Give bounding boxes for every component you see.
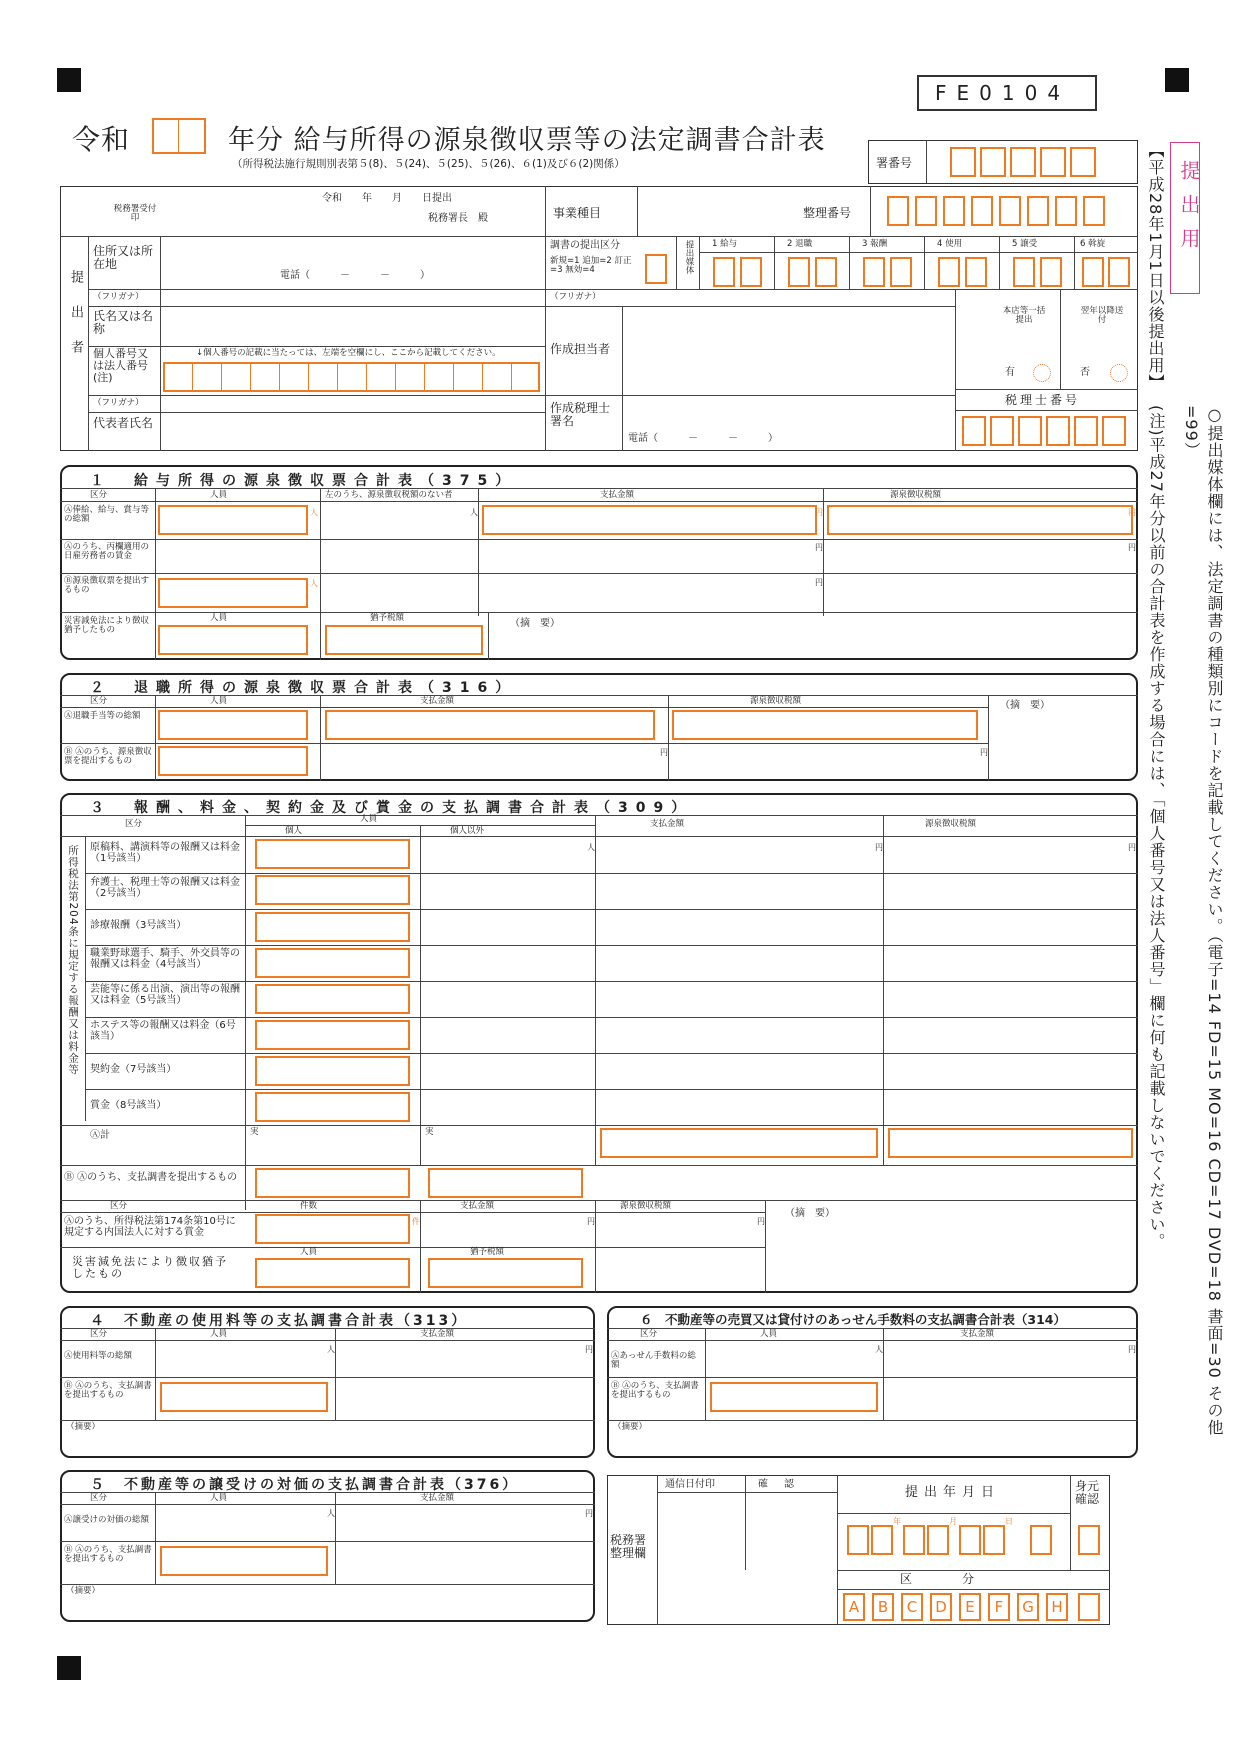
s3-side-label: 所得税法第204条に規定する報酬又は料金等	[67, 845, 79, 1076]
section-1-title: １ 給与所得の源泉徴収票合計表（375）	[90, 473, 518, 489]
s3-persons-2[interactable]	[255, 875, 410, 905]
media-code[interactable]	[815, 257, 837, 287]
s3-persons-1[interactable]	[255, 839, 410, 869]
s3-amount-total[interactable]	[600, 1128, 878, 1158]
s4-col-persons: 人員	[210, 1329, 228, 1339]
media-code[interactable]	[938, 257, 960, 287]
form-subtitle: （所得税法施行規則別表第５(8)、５(24)、５(25)、５(26)、６(1)及び６(2)関係）	[232, 158, 625, 170]
s1-persons-submit[interactable]	[158, 578, 308, 608]
unit-yen: 円	[757, 1217, 765, 1226]
s3-col-class: 区分	[125, 819, 143, 829]
submit-class-codes: 新規=1 追加=2 訂正=3 無効=4	[550, 256, 632, 276]
submit-day-digit[interactable]	[959, 1525, 981, 1555]
s1-tax-total[interactable]	[827, 505, 1133, 535]
media-code[interactable]	[863, 257, 885, 287]
form-code: FE0104	[935, 81, 1071, 105]
s3-tax-total[interactable]	[888, 1128, 1133, 1158]
s4-memo: （摘要）	[66, 1422, 101, 1432]
s3-persons-7[interactable]	[255, 1056, 410, 1086]
s1-row-day-labor: Ⓐのうち、丙欄適用の日雇労務者の賃金	[64, 542, 150, 562]
unit-yen: 円	[875, 843, 883, 852]
s3-row-5: 芸能等に係る出演、演出等の報酬又は料金（5号該当）	[90, 984, 240, 1006]
s3-col-tax: 源泉徴収税額	[925, 819, 977, 829]
furigana-label-3: （フリガナ）	[550, 292, 601, 302]
office-use-label: 税務署整理欄	[610, 1533, 647, 1561]
unit-person: 人	[587, 843, 595, 852]
s3-row-submit: Ⓑ Ⓐのうち、支払調書を提出するもの	[64, 1172, 238, 1183]
unit-person: 人	[327, 1509, 335, 1518]
s5-col-persons: 人員	[210, 1493, 228, 1503]
ref-no-digit[interactable]	[915, 196, 937, 226]
unit-yen: 円	[1128, 508, 1136, 517]
s6-row-total: Ⓐあっせん手数料の総額	[611, 1351, 696, 1371]
s3-col-individual: 個人	[285, 826, 303, 836]
media-type-4: 4 使用	[937, 239, 963, 249]
s1-disaster-persons[interactable]	[158, 625, 308, 655]
s1-col-tax: 源泉徴収税額	[890, 490, 942, 500]
registration-mark-top-left	[57, 68, 81, 92]
side-note-top: 【平成28年1月1日以後提出用】	[1146, 142, 1165, 391]
class-D[interactable]: D	[930, 1593, 952, 1621]
section-4-title: ４ 不動産の使用料等の支払調書合計表（313）	[90, 1313, 469, 1329]
date-line: 令和 年 月 日提出	[322, 193, 452, 204]
station-number-digit[interactable]	[1010, 147, 1036, 177]
furigana-label: （フリガナ）	[93, 292, 144, 302]
s2-col-amount: 支払金額	[420, 696, 455, 706]
media-code[interactable]	[713, 257, 735, 287]
form-title: 年分 給与所得の源泉徴収票等の法定調書合計表	[228, 125, 826, 156]
month-unit: 月	[949, 1517, 957, 1526]
s3-col-persons: 人員	[360, 814, 378, 824]
s3-nonind-submit[interactable]	[428, 1168, 583, 1198]
name-label: 氏名又は名称	[93, 309, 154, 337]
s1-persons-total[interactable]	[158, 505, 308, 535]
s6-persons-submit[interactable]	[710, 1382, 878, 1412]
station-number-digit[interactable]	[1040, 147, 1066, 177]
s1-row-submit: Ⓑ源泉徴収票を提出するもの	[64, 576, 150, 596]
media-type-3: 3 報酬	[862, 239, 888, 249]
class-F[interactable]: F	[988, 1593, 1010, 1621]
s3-persons-4[interactable]	[255, 948, 410, 978]
s5-memo: （摘要）	[66, 1586, 101, 1596]
s3-col2-tax: 源泉徴収税額	[620, 1201, 672, 1211]
section-2-title: ２ 退職所得の源泉徴収票合計表（316）	[90, 680, 518, 696]
s4-persons-submit[interactable]	[160, 1382, 328, 1412]
s3-row-8: 賞金（8号該当）	[90, 1100, 167, 1111]
my-number-label: 個人番号又は法人番号(注)	[93, 347, 148, 385]
class-B[interactable]: B	[872, 1593, 894, 1621]
unit-person: 人	[470, 508, 478, 517]
unit-yen: 円	[815, 508, 823, 517]
s4-col-class: 区分	[90, 1329, 108, 1339]
media-label: 提出媒体	[684, 240, 694, 274]
submit-class-input[interactable]	[645, 254, 667, 284]
s3-row-2: 弁護士、税理士等の報酬又は料金（2号該当）	[90, 877, 240, 899]
submitter-label: 提出者	[68, 270, 83, 375]
s3-col2-class: 区分	[110, 1201, 128, 1211]
class-A[interactable]: A	[843, 1593, 865, 1621]
unit-yen: 円	[980, 748, 988, 757]
receipt-stamp-label: 税務署受付印	[113, 204, 157, 224]
media-code[interactable]	[1040, 257, 1062, 287]
media-type-1: 1 給与	[712, 239, 738, 249]
class-E[interactable]: E	[959, 1593, 981, 1621]
s1-memo: （摘 要）	[510, 618, 560, 629]
year-unit: 年	[893, 1517, 901, 1526]
s2-memo: （摘 要）	[1000, 700, 1050, 711]
station-number-digit[interactable]	[1070, 147, 1096, 177]
s2-col-class: 区分	[90, 696, 108, 706]
unit-yen: 円	[585, 1345, 593, 1354]
s3-row-6: ホステス等の報酬又は料金（6号該当）	[90, 1020, 236, 1042]
s3-row-total: Ⓐ計	[90, 1130, 110, 1141]
accountant-no-digit[interactable]	[990, 416, 1014, 446]
submit-month-digit[interactable]	[903, 1525, 925, 1555]
s5-persons-submit[interactable]	[160, 1546, 328, 1576]
section-6-title: ６ 不動産等の売買又は貸付けのあっせん手数料の支払調書合計表（314）	[640, 1312, 1066, 1327]
section-3-title: ３ 報酬、料金、契約金及び賞金の支払調書合計表（309）	[90, 800, 694, 816]
phone-label-2: 電話（ － － ）	[628, 433, 778, 444]
my-number-note: ↓個人番号の記載に当たっては、左端を空欄にし、ここから記載してください。	[196, 348, 501, 358]
s3-col-non-individual: 個人以外	[450, 826, 485, 836]
unit-yen: 円	[587, 1217, 595, 1226]
id-check-label: 身元確認	[1075, 1479, 1100, 1507]
rep-label: 代表者氏名	[93, 416, 154, 430]
registration-mark-bottom-left	[57, 1656, 81, 1680]
s6-col-class: 区分	[640, 1329, 658, 1339]
unit-person: 人	[310, 508, 318, 517]
day-unit: 日	[1005, 1517, 1013, 1526]
s2-col-persons: 人員	[210, 696, 228, 706]
s3-col2-count: 件数	[300, 1201, 318, 1211]
extra-code[interactable]	[1030, 1525, 1052, 1555]
media-code[interactable]	[1082, 257, 1104, 287]
submit-month-digit[interactable]	[927, 1525, 949, 1555]
s1-row-total: Ⓐ俸給、給与、賞与等の総額	[64, 505, 150, 525]
s1-sub-persons: 人員	[210, 613, 228, 623]
station-number-digit[interactable]	[980, 147, 1006, 177]
s1-col-no-tax: 左のうち、源泉徴収税額のない者	[325, 490, 453, 500]
id-check-box[interactable]	[1078, 1525, 1100, 1555]
s3-persons-3[interactable]	[255, 912, 410, 942]
submit-year-digit[interactable]	[871, 1525, 893, 1555]
unit-person: 人	[875, 1345, 883, 1354]
accountant-no-digit[interactable]	[1018, 416, 1042, 446]
head-office-yes-circle[interactable]	[1033, 364, 1051, 382]
class-extra[interactable]	[1078, 1593, 1100, 1621]
class-H[interactable]: H	[1046, 1593, 1068, 1621]
s5-row-total: Ⓐ譲受けの対価の総額	[64, 1515, 150, 1525]
s3-disaster-persons[interactable]	[255, 1258, 410, 1288]
s1-amount-total[interactable]	[482, 505, 817, 535]
media-code[interactable]	[740, 257, 762, 287]
submit-day-digit[interactable]	[983, 1525, 1005, 1555]
s2-amount-total[interactable]	[325, 710, 655, 740]
s3-persons-6[interactable]	[255, 1020, 410, 1050]
s3-real-1: 実	[250, 1127, 259, 1137]
unit-case: 件	[412, 1217, 420, 1226]
s6-col-persons: 人員	[760, 1329, 778, 1339]
ref-no-digit[interactable]	[1055, 196, 1077, 226]
submit-date-label: 提出年月日	[905, 1485, 1001, 1500]
s3-persons-submit[interactable]	[255, 1168, 410, 1198]
next-year-label: 翌年以降送付	[1080, 306, 1124, 326]
side-tag-label: 提出用	[1177, 160, 1201, 262]
media-code[interactable]	[788, 257, 810, 287]
media-code[interactable]	[965, 257, 987, 287]
s4-col-amount: 支払金額	[420, 1329, 455, 1339]
s3-persons-8[interactable]	[255, 1092, 410, 1122]
s3-row-4: 職業野球選手、騎手、外交員等の報酬又は料金（4号該当）	[90, 948, 240, 970]
s3-col-amount: 支払金額	[650, 819, 685, 829]
ref-no-label: 整理番号	[803, 206, 852, 220]
section-5-title: ５ 不動産等の譲受けの対価の支払調書合計表（376）	[90, 1477, 520, 1493]
ref-no-digit[interactable]	[999, 196, 1021, 226]
business-type-label: 事業種目	[553, 206, 602, 220]
s4-row-submit: Ⓑ Ⓐのうち、支払調書を提出するもの	[64, 1381, 152, 1401]
class-C[interactable]: C	[901, 1593, 923, 1621]
s3-row-disaster: 災害減免法により徴収猶予したもの	[72, 1255, 228, 1281]
class-G[interactable]: G	[1017, 1593, 1039, 1621]
ref-no-digit[interactable]	[887, 196, 909, 226]
check-label: 確認	[758, 1479, 810, 1490]
unit-yen: 円	[1128, 543, 1136, 552]
yes-label: 有	[1005, 367, 1015, 378]
media-code[interactable]	[1013, 257, 1035, 287]
title-era: 令和	[72, 123, 131, 156]
s2-persons-total[interactable]	[158, 710, 308, 740]
s6-row-submit: Ⓑ Ⓐのうち、支払調書を提出するもの	[611, 1381, 699, 1401]
unit-yen: 円	[1128, 1345, 1136, 1354]
s1-col-amount: 支払金額	[600, 490, 635, 500]
accountant-no-label: 税理士番号	[1005, 393, 1081, 407]
s1-row-disaster: 災害減免法により徴収猶予したもの	[64, 616, 150, 636]
s5-col-amount: 支払金額	[420, 1493, 455, 1503]
s2-row-submit: Ⓑ Ⓐのうち、源泉徴収票を提出するもの	[64, 747, 152, 767]
comm-date-label: 通信日付印	[665, 1479, 715, 1490]
s2-tax-total[interactable]	[672, 710, 978, 740]
unit-person: 人	[310, 579, 318, 588]
s2-col-tax: 源泉徴収税額	[750, 696, 802, 706]
furigana-label-2: （フリガナ）	[93, 398, 144, 408]
unit-yen: 円	[1128, 843, 1136, 852]
media-code[interactable]	[890, 257, 912, 287]
s2-row-total: Ⓐ退職手当等の総額	[64, 711, 141, 721]
media-type-2: 2 退職	[787, 239, 813, 249]
s3-real-2: 実	[425, 1127, 434, 1137]
chief-label: 税務署長 殿	[428, 213, 488, 224]
s3-sub-persons: 人員	[300, 1247, 318, 1257]
submit-year-digit[interactable]	[847, 1525, 869, 1555]
ref-no-digit[interactable]	[1027, 196, 1049, 226]
s3-memo: （摘 要）	[785, 1208, 835, 1219]
s3-sub-deferred: 猶予税額	[470, 1247, 505, 1257]
ref-no-digit[interactable]	[943, 196, 965, 226]
side-note: ○提出媒体欄には、法定調書の種類別にコードを記載してください。（電子=14 FD=15 MO=16 CD=17 DVD=18 書面=30 その他=99）	[1182, 405, 1224, 1436]
s5-row-submit: Ⓑ Ⓐのうち、支払調書を提出するもの	[64, 1545, 152, 1565]
head-office-label: 本店等一括提出	[1002, 306, 1046, 326]
s5-col-class: 区分	[90, 1493, 108, 1503]
submit-class-label: 調書の提出区分	[550, 240, 620, 251]
tax-accountant-label: 作成税理士署名	[550, 401, 611, 429]
my-number-input[interactable]	[163, 362, 540, 392]
s3-disaster-tax[interactable]	[428, 1258, 583, 1288]
unit-yen: 円	[585, 1509, 593, 1518]
s1-col-class: 区分	[90, 490, 108, 500]
registration-mark-top-right	[1165, 68, 1189, 92]
s1-col-persons: 人員	[210, 490, 228, 500]
side-note-2: (注)平成27年分以前の合計表を作成する場合には、「個人番号又は法人番号」欄に何も記載しないでください。	[1147, 405, 1166, 1250]
accountant-no-digit[interactable]	[962, 416, 986, 446]
s3-persons-5[interactable]	[255, 984, 410, 1014]
ref-no-digit[interactable]	[971, 196, 993, 226]
s3-row-3: 診療報酬（3号該当）	[90, 920, 187, 931]
s6-col-amount: 支払金額	[960, 1329, 995, 1339]
s3-row-7: 契約金（7号該当）	[90, 1064, 177, 1075]
station-number-label: 署番号	[876, 156, 913, 170]
class-label: 区分	[900, 1572, 1025, 1586]
s4-row-total: Ⓐ使用料等の総額	[64, 1351, 133, 1361]
media-type-6: 6 斡旋	[1080, 239, 1106, 249]
s3-count-174[interactable]	[255, 1214, 410, 1244]
ref-no-digit[interactable]	[1083, 196, 1105, 226]
preparer-label: 作成担当者	[550, 342, 611, 356]
s3-row-1: 原稿料、講演料等の報酬又は料金（1号該当）	[90, 842, 240, 864]
unit-yen: 円	[815, 543, 823, 552]
accountant-no-digit[interactable]	[1102, 416, 1126, 446]
s3-row-174: Ⓐのうち、所得税法第174条第10号に規定する内国法人に対する賞金	[64, 1216, 236, 1238]
no-label: 否	[1080, 367, 1090, 378]
media-code[interactable]	[1108, 257, 1130, 287]
next-year-circle[interactable]	[1110, 364, 1128, 382]
station-number-digit[interactable]	[950, 147, 976, 177]
s3-col2-amount: 支払金額	[460, 1201, 495, 1211]
accountant-no-digit[interactable]	[1046, 416, 1070, 446]
address-label: 住所又は所在地	[93, 244, 154, 272]
accountant-no-digit[interactable]	[1074, 416, 1098, 446]
unit-yen: 円	[660, 748, 668, 757]
s2-persons-submit[interactable]	[158, 746, 308, 776]
phone-label: 電話（ － － ）	[280, 270, 430, 281]
unit-person: 人	[327, 1345, 335, 1354]
media-type-5: 5 譲受	[1012, 239, 1038, 249]
s1-disaster-tax[interactable]	[325, 625, 483, 655]
year-input[interactable]	[152, 118, 206, 154]
s6-memo: （摘要）	[613, 1422, 648, 1432]
s1-sub-deferred: 猶予税額	[370, 613, 405, 623]
unit-yen: 円	[815, 578, 823, 587]
